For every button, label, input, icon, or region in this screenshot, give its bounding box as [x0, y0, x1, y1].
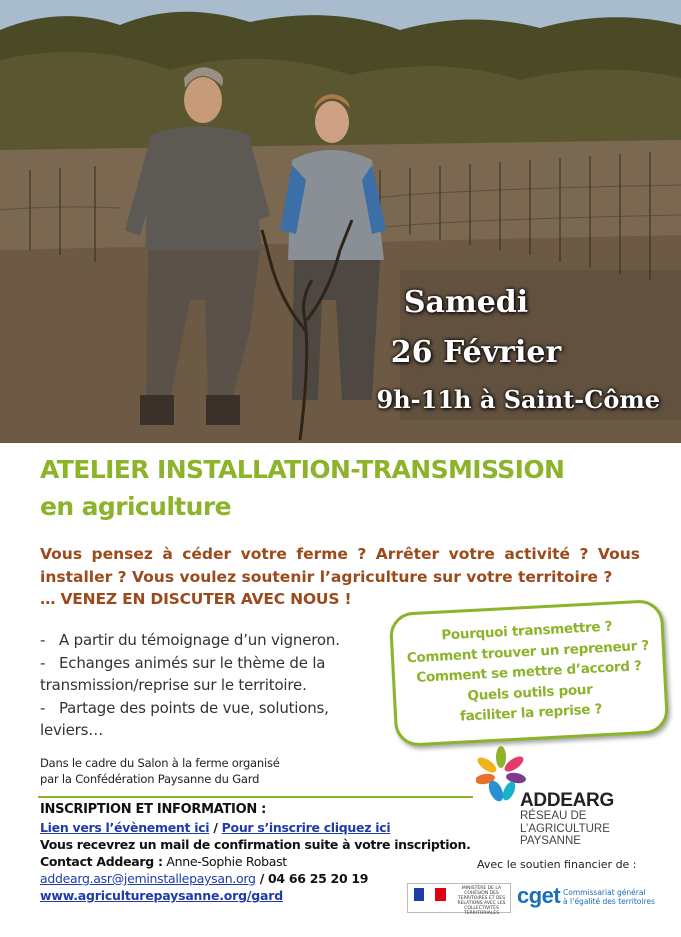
- link-separator: /: [209, 820, 222, 835]
- email-phone-line: [40, 871, 368, 886]
- question-item: Comment trouver un repreneur ?: [406, 637, 650, 666]
- list-item: - Partage des points de vue, solutions,: [40, 698, 329, 717]
- addearg-tagline-1: RÉSEAU DE: [520, 810, 587, 822]
- context-line-1: Dans le cadre du Salon à la ferme organisé: [40, 756, 280, 770]
- website-link[interactable]: www.agriculturepaysanne.org/gard: [40, 888, 283, 903]
- addearg-name: ADDEARG: [520, 790, 614, 811]
- intro-line-1: Vous pensez à céder votre ferme ? Arrêter votre activité ? Vous: [40, 545, 640, 563]
- cget-desc-line-1: Commissariat général: [563, 888, 646, 897]
- questions-box: [389, 599, 670, 747]
- cget-wordmark: cget: [517, 883, 561, 908]
- intro-text: [40, 543, 640, 589]
- contact-line: [40, 854, 287, 869]
- vineyard-photo-illustration: [0, 0, 681, 443]
- inscription-heading: INSCRIPTION ET INFORMATION :: [40, 802, 267, 817]
- addearg-flower-logo: [476, 745, 526, 805]
- divider: [38, 796, 473, 798]
- page-title: ATELIER INSTALLATION-TRANSMISSION: [40, 455, 565, 484]
- list-item: - A partir du témoignage d’un vigneron.: [40, 631, 340, 649]
- context-line-2: par la Confédération Paysanne du Gard: [40, 772, 260, 786]
- intro-line-2: installer ? Vous voulez soutenir l’agriculture sur votre territoire ?: [40, 568, 613, 586]
- question-item: faciliter la reprise ?: [459, 701, 603, 725]
- event-date: 26 Février: [390, 335, 562, 370]
- list-item: - Echanges animés sur le thème de la: [40, 653, 326, 672]
- context-note: [40, 755, 280, 787]
- question-item: Quels outils pour: [467, 681, 593, 704]
- cget-desc-line-2: à l’égalité des territoires: [563, 897, 655, 906]
- phone-number: / 04 66 25 20 19: [255, 871, 369, 886]
- event-time-place: 9h-11h à Saint-Côme: [376, 385, 660, 414]
- ministry-logo: [407, 883, 511, 916]
- addearg-tagline-2: L’AGRICULTURE: [520, 822, 610, 835]
- event-link[interactable]: Lien vers l’évènement ici: [40, 820, 210, 835]
- call-to-action: … VENEZ EN DISCUTER AVEC NOUS !: [40, 590, 352, 608]
- ministry-name: MINISTÈRE DE LA COHÉSION DES TERRITOIRES ET DES RELATIONS AVEC LES COLLECTIVITÉS TERRITORIALES: [457, 886, 506, 916]
- addearg-tagline-3: PAYSANNE: [520, 835, 581, 847]
- header-photo: [0, 0, 681, 443]
- support-text: Avec le soutien financier de :: [477, 858, 637, 871]
- list-item: transmission/reprise sur le territoire.: [40, 676, 307, 694]
- contact-label: Contact Addearg :: [40, 854, 163, 869]
- list-item: leviers…: [40, 721, 104, 739]
- cget-description: [563, 888, 655, 906]
- question-item: Comment se mettre d’accord ?: [415, 658, 642, 686]
- confirmation-text: Vous recevrez un mail de confirmation suite à votre inscription.: [40, 837, 471, 852]
- email-link[interactable]: addearg.asr@jeminstallepaysan.org: [40, 871, 256, 886]
- page-subtitle: en agriculture: [40, 492, 231, 521]
- addearg-tagline: [520, 810, 610, 848]
- french-flag-icon: [414, 888, 446, 901]
- program-list: [40, 629, 370, 742]
- register-link[interactable]: Pour s’inscrire cliquez ici: [221, 820, 391, 835]
- question-item: Pourquoi transmettre ?: [440, 618, 613, 644]
- inscription-links: [40, 820, 390, 835]
- contact-name: Anne-Sophie Robast: [162, 854, 287, 869]
- event-day: Samedi: [403, 285, 529, 320]
- cget-logo: [517, 883, 677, 913]
